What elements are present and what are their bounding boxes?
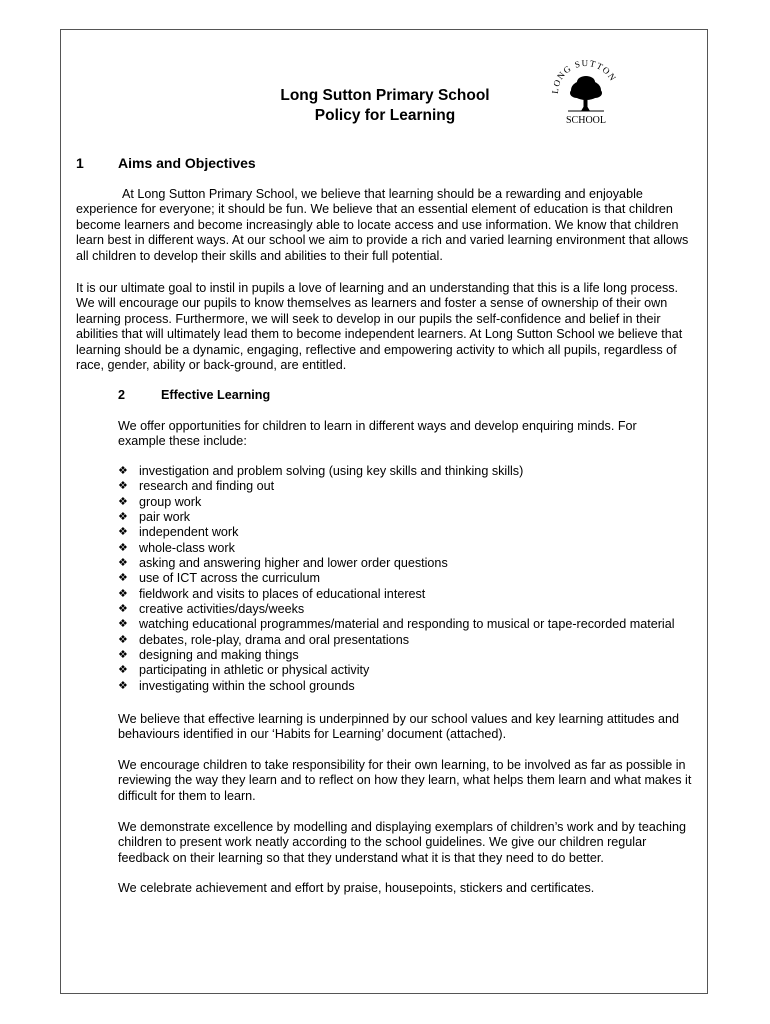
diamond-bullet-icon: ❖: [118, 572, 128, 585]
aims-paragraph-2: It is our ultimate goal to instil in pupils a love of learning and an understanding that this is a life long process. We will encourage our pupils to know themselves as learners and foster a sense of ownership of their own learning process. Furthermore, we will seek to develop in our pupils the self-confidence and belief in their abilities that will ultimately lead them to become independent learners. At Long Sutton School we believe that learning should be a dynamic, engaging, reflective and empowering activity to which all pupils, regardless of race, gender, ability or back-ground, are entitled.: [76, 281, 683, 373]
diamond-bullet-icon: ❖: [118, 465, 128, 477]
diamond-bullet-icon: ❖: [118, 664, 128, 677]
section-1-number: 1: [76, 155, 84, 171]
excellence-paragraph: We demonstrate excellence by modelling and displaying exemplars of children’s work and by teaching children to present work neatly according to the school guidelines. We give our children regular feedback on their learning so that they understand what it is that they need to do better.: [118, 820, 686, 865]
list-item: ❖ use of ICT across the curriculum: [118, 571, 321, 586]
diamond-bullet-icon: ❖: [118, 541, 128, 554]
list-item: ❖ participating in athletic or physical activity: [118, 663, 370, 678]
list-item: ❖ independent work: [118, 525, 239, 540]
list-item: ❖ whole-class work: [118, 540, 235, 555]
list-item: ❖ investigation and problem solving (using key skills and thinking skills): [118, 464, 524, 478]
effective-learning-intro: We offer opportunities for children to learn in different ways and develop enquiring minds. For example these include:: [118, 419, 637, 449]
diamond-bullet-icon: ❖: [118, 679, 128, 692]
list-item: ❖ asking and answering higher and lower order questions: [118, 556, 448, 571]
diamond-bullet-icon: ❖: [118, 587, 128, 600]
section-2-number: 2: [118, 388, 126, 402]
list-item: ❖ research and finding out: [118, 479, 275, 494]
list-item: ❖ creative activities/days/weeks: [118, 602, 305, 617]
diamond-bullet-icon: ❖: [118, 633, 128, 646]
diamond-bullet-icon: ❖: [118, 480, 128, 493]
section-1-heading: Aims and Objectives: [118, 155, 256, 171]
diamond-bullet-icon: ❖: [118, 618, 128, 631]
logo-arc-text: LONG SUTTON: [549, 57, 619, 95]
list-item: ❖ watching educational programmes/material and responding to musical or tape-recorded material: [118, 617, 675, 632]
diamond-bullet-icon: ❖: [118, 495, 128, 508]
list-item: ❖ fieldwork and visits to places of educational interest: [118, 586, 426, 601]
list-item: ❖ group work: [118, 494, 202, 509]
document-subtitle: Policy for Learning: [314, 107, 456, 124]
section-2-heading: Effective Learning: [161, 388, 271, 402]
list-item: ❖ designing and making things: [118, 648, 299, 663]
list-item: ❖ debates, role-play, drama and oral presentations: [118, 632, 409, 647]
values-paragraph: We believe that effective learning is underpinned by our school values and key learning attitudes and behaviours identified in our ‘Habits for Learning’ document (attached).: [118, 712, 680, 742]
list-item: ❖ pair work: [118, 510, 191, 525]
diamond-bullet-icon: ❖: [118, 603, 128, 616]
list-item: ❖ investigating within the school grounds: [118, 678, 355, 693]
diamond-bullet-icon: ❖: [118, 526, 128, 539]
celebration-paragraph: We celebrate achievement and effort by praise, housepoints, stickers and certificates.: [118, 881, 595, 895]
diamond-bullet-icon: ❖: [118, 557, 128, 570]
diamond-bullet-icon: ❖: [118, 511, 128, 524]
aims-paragraph-1: At Long Sutton Primary School, we believe that learning should be a rewarding and enjoyable experience for everyone; it should be fun. We believe that an essential element of education is that children become learners and become increasingly able to locate access and use information. We know that children learn best in different ways. At our school we aim to provide a rich and varied learning environment that allows all children to develop their skills and abilities to their full potential.: [76, 187, 689, 263]
document-title: Long Sutton Primary School: [280, 87, 490, 104]
diamond-bullet-icon: ❖: [118, 649, 128, 662]
responsibility-paragraph: We encourage children to take responsibility for their own learning, to be involved as far as possible in reviewing the way they learn and to reflect on how they learn, what helps them learn and what makes it difficult for them to learn.: [118, 758, 692, 803]
logo-bottom-text: SCHOOL: [565, 115, 607, 126]
learning-methods-list: [118, 464, 698, 694]
